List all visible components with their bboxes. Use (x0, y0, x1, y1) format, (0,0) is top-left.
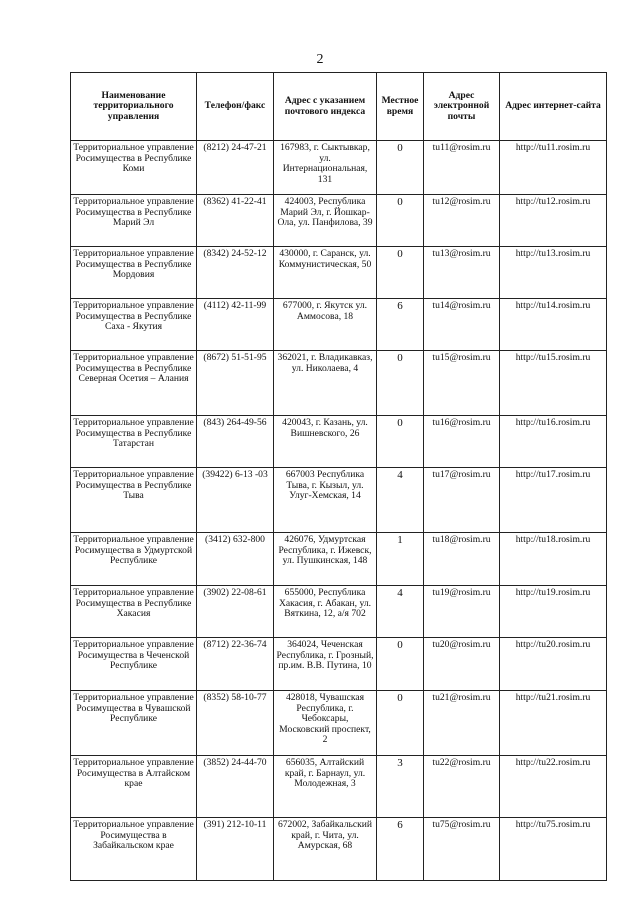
office-address: 430000, г. Саранск, ул. Коммунистическая, 50 (274, 247, 377, 299)
office-website[interactable]: http://tu15.rosim.ru (500, 351, 607, 416)
office-address: 655000, Республика Хакасия, г. Абакан, ул. Вяткина, 12, а/я 702 (274, 586, 377, 638)
office-timezone: 0 (377, 195, 424, 247)
office-timezone: 3 (377, 756, 424, 818)
office-name: Территориальное управление Росимущества в Республике Мордовия (71, 247, 197, 299)
office-name: Территориальное управление Росимущества в Республике Хакасия (71, 586, 197, 638)
office-address: 667003 Республика Тыва, г. Кызыл, ул. Улуг-Хемская, 14 (274, 468, 377, 533)
office-website[interactable]: http://tu20.rosim.ru (500, 638, 607, 691)
table-header-row (71, 73, 607, 141)
office-address: 672002, Забайкальский край, г. Чита, ул. Амурская, 68 (274, 818, 377, 881)
office-email[interactable]: tu16@rosim.ru (424, 416, 500, 468)
office-name: Территориальное управление Росимущества в Республике Татарстан (71, 416, 197, 468)
office-name: Территориальное управление Росимущества в Удмуртской Республике (71, 533, 197, 586)
office-timezone: 0 (377, 247, 424, 299)
office-timezone: 4 (377, 586, 424, 638)
office-name: Территориальное управление Росимущества в Республике Коми (71, 141, 197, 195)
office-email[interactable]: tu19@rosim.ru (424, 586, 500, 638)
office-timezone: 4 (377, 468, 424, 533)
territorial-offices-table (70, 72, 607, 881)
office-email[interactable]: tu75@rosim.ru (424, 818, 500, 881)
header-name: Наименование территориального управления (71, 73, 197, 141)
table-row (71, 141, 607, 195)
office-name: Территориальное управление Росимущества в Республике Саха - Якутия (71, 299, 197, 351)
table-row (71, 638, 607, 691)
office-timezone: 1 (377, 533, 424, 586)
office-phone: (39422) 6-13 -03 (197, 468, 274, 533)
table-row (71, 416, 607, 468)
header-timezone: Местное время (377, 73, 424, 141)
office-phone: (3412) 632-800 (197, 533, 274, 586)
header-website: Адрес интернет-сайта (500, 73, 607, 141)
office-email[interactable]: tu20@rosim.ru (424, 638, 500, 691)
office-phone: (3902) 22-08-61 (197, 586, 274, 638)
office-timezone: 0 (377, 638, 424, 691)
office-timezone: 6 (377, 299, 424, 351)
office-timezone: 0 (377, 351, 424, 416)
table-row (71, 691, 607, 756)
office-website[interactable]: http://tu16.rosim.ru (500, 416, 607, 468)
office-email[interactable]: tu11@rosim.ru (424, 141, 500, 195)
office-phone: (391) 212-10-11 (197, 818, 274, 881)
page-number: 2 (316, 52, 324, 67)
table-row (71, 247, 607, 299)
office-address: 364024, Чеченская Республика, г. Грозный, пр.им. В.В. Путина, 10 (274, 638, 377, 691)
header-email: Адрес электронной почты (424, 73, 500, 141)
office-website[interactable]: http://tu18.rosim.ru (500, 533, 607, 586)
office-website[interactable]: http://tu75.rosim.ru (500, 818, 607, 881)
office-phone: (8672) 51-51-95 (197, 351, 274, 416)
office-timezone: 0 (377, 691, 424, 756)
office-name: Территориальное управление Росимущества в Республике Тыва (71, 468, 197, 533)
office-email[interactable]: tu15@rosim.ru (424, 351, 500, 416)
table-row (71, 818, 607, 881)
office-email[interactable]: tu18@rosim.ru (424, 533, 500, 586)
table-row (71, 533, 607, 586)
table-row (71, 468, 607, 533)
office-name: Территориальное управление Росимущества в Республике Северная Осетия – Алания (71, 351, 197, 416)
table-row (71, 586, 607, 638)
table-row (71, 299, 607, 351)
office-address: 362021, г. Владикавказ, ул. Николаева, 4 (274, 351, 377, 416)
office-address: 167983, г. Сыктывкар, ул. Интернациональная, 131 (274, 141, 377, 195)
office-address: 424003, Республика Марий Эл, г. Йошкар-Ола, ул. Панфилова, 39 (274, 195, 377, 247)
office-name: Территориальное управление Росимущества в Алтайском крае (71, 756, 197, 818)
office-website[interactable]: http://tu11.rosim.ru (500, 141, 607, 195)
office-email[interactable]: tu17@rosim.ru (424, 468, 500, 533)
office-name: Территориальное управление Росимущества в Чеченской Республике (71, 638, 197, 691)
office-email[interactable]: tu14@rosim.ru (424, 299, 500, 351)
office-address: 677000, г. Якутск ул. Аммосова, 18 (274, 299, 377, 351)
office-address: 426076, Удмуртская Республика, г. Ижевск, ул. Пушкинская, 148 (274, 533, 377, 586)
office-website[interactable]: http://tu22.rosim.ru (500, 756, 607, 818)
header-address: Адрес с указанием почтового индекса (274, 73, 377, 141)
office-phone: (3852) 24-44-70 (197, 756, 274, 818)
office-phone: (8352) 58-10-77 (197, 691, 274, 756)
office-address: 428018, Чувашская Республика, г. Чебоксары, Московский проспект, 2 (274, 691, 377, 756)
office-phone: (8712) 22-36-74 (197, 638, 274, 691)
office-timezone: 0 (377, 416, 424, 468)
office-phone: (8212) 24-47-21 (197, 141, 274, 195)
office-email[interactable]: tu13@rosim.ru (424, 247, 500, 299)
table-row (71, 195, 607, 247)
office-website[interactable]: http://tu17.rosim.ru (500, 468, 607, 533)
office-email[interactable]: tu21@rosim.ru (424, 691, 500, 756)
office-name: Территориальное управление Росимущества в Республике Марий Эл (71, 195, 197, 247)
office-phone: (843) 264-49-56 (197, 416, 274, 468)
office-name: Территориальное управление Росимущества в Чувашской Республике (71, 691, 197, 756)
office-name: Территориальное управление Росимущества в Забайкальском крае (71, 818, 197, 881)
office-timezone: 6 (377, 818, 424, 881)
office-website[interactable]: http://tu13.rosim.ru (500, 247, 607, 299)
office-phone: (8342) 24-52-12 (197, 247, 274, 299)
office-email[interactable]: tu22@rosim.ru (424, 756, 500, 818)
office-address: 656035, Алтайский край, г. Барнаул, ул. Молодежная, 3 (274, 756, 377, 818)
table-row (71, 756, 607, 818)
office-timezone: 0 (377, 141, 424, 195)
office-website[interactable]: http://tu21.rosim.ru (500, 691, 607, 756)
office-phone: (8362) 41-22-41 (197, 195, 274, 247)
table-row (71, 351, 607, 416)
office-phone: (4112) 42-11-99 (197, 299, 274, 351)
office-website[interactable]: http://tu14.rosim.ru (500, 299, 607, 351)
office-website[interactable]: http://tu19.rosim.ru (500, 586, 607, 638)
office-website[interactable]: http://tu12.rosim.ru (500, 195, 607, 247)
header-phone: Телефон/факс (197, 73, 274, 141)
office-address: 420043, г. Казань, ул. Вишневского, 26 (274, 416, 377, 468)
office-email[interactable]: tu12@rosim.ru (424, 195, 500, 247)
